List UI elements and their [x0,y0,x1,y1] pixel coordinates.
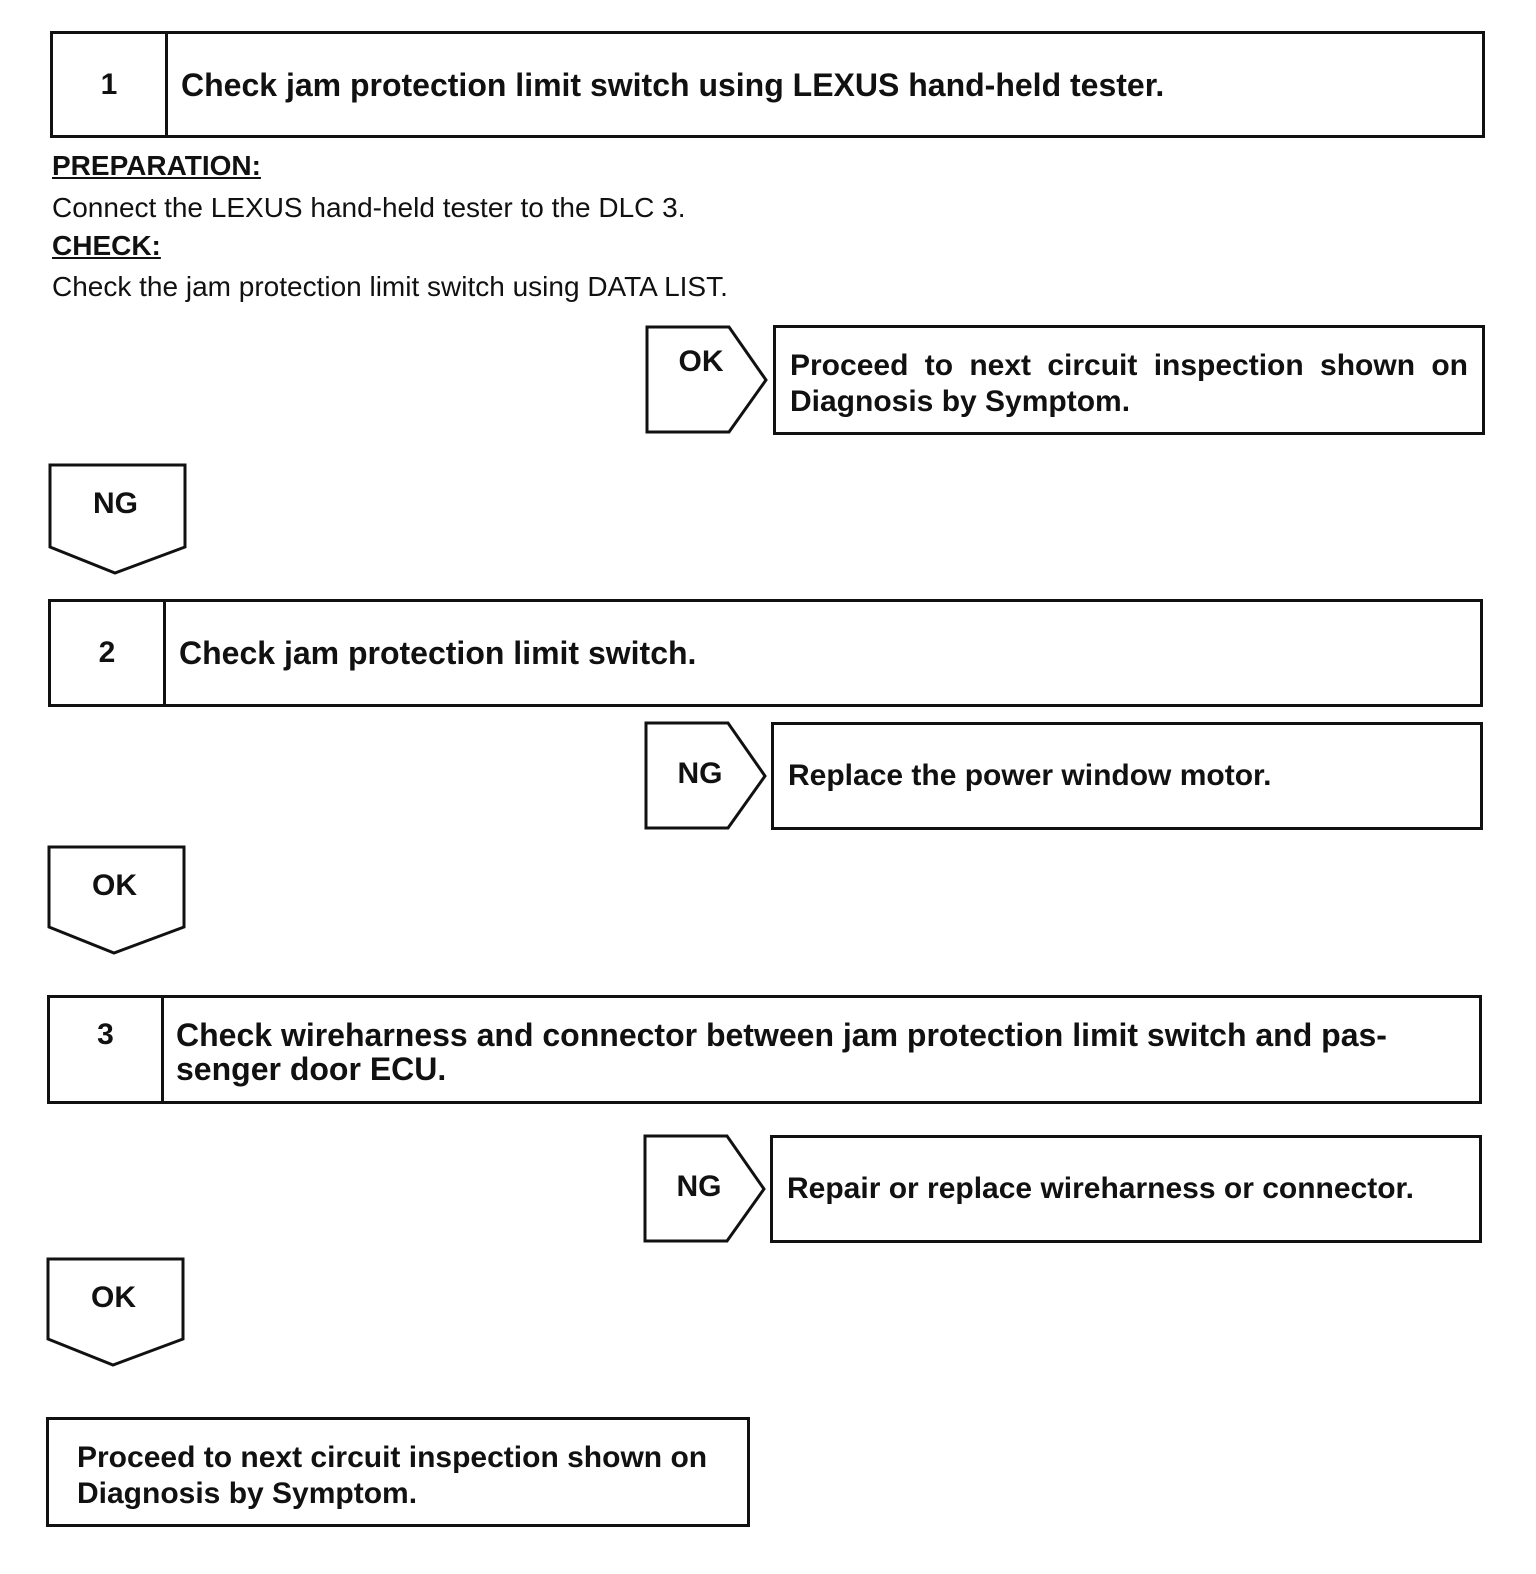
step-1-ok-label: OK [678,345,724,378]
right-arrow-shape [645,325,770,435]
final-result-line2: Diagnosis by Symptom. [77,1477,418,1510]
step-3-ng-arrow [643,1134,768,1244]
step-1-ok-arrow [645,325,770,435]
check-text: Check the jam protection limit switch using DATA LIST. [52,271,728,302]
step-1-ok-result-line2: Diagnosis by Symptom. [790,385,1131,418]
step-2-ng-label: NG [677,757,723,790]
preparation-text: Connect the LEXUS hand-held tester to the DLC 3. [52,192,686,223]
step-2-ok-label: OK [92,869,137,902]
step-3-title-line2: senger door ECU. [176,1051,447,1087]
check-label: CHECK: [52,230,161,261]
step-1-ng-label: NG [93,487,138,520]
step-1-title: Check jam protection limit switch using LEXUS hand-held tester. [181,66,1165,103]
step-1-number: 1 [53,34,168,135]
step-1-ok-result-line1 [790,348,1468,384]
step-1-ok-result-line1-text: Proceed to next circuit inspection shown on [790,349,1468,382]
step-2-ng-result-text: Replace the power window motor. [788,759,1272,792]
step-2-ng-arrow [644,721,769,831]
final-result-box [46,1417,750,1527]
step-2-title: Check jam protection limit switch. [179,635,697,671]
step-3-ok-down-arrow [46,1257,186,1369]
step-2-ok-down-arrow [47,845,187,957]
step-3-title-line1: Check wireharness and connector between jam protection limit switch and pas- [176,1017,1387,1053]
step-2-ng-result [771,722,1483,830]
step-3-ng-label: NG [676,1170,722,1203]
step-3-title [176,998,1469,1101]
step-3-number [50,998,164,1101]
step-3-ng-result [770,1135,1482,1243]
step-3-ng-result-text: Repair or replace wireharness or connector. [787,1172,1414,1205]
final-result-line1: Proceed to next circuit inspection shown on [77,1441,708,1474]
step-3-box [47,995,1482,1104]
preparation-label: PREPARATION: [52,150,261,181]
step-1-ok-result [773,325,1485,435]
step-1-box [50,31,1485,138]
step-3-ok-label: OK [91,1281,136,1314]
step-2-number: 2 [51,602,166,704]
step-2-box [48,599,1483,707]
step-1-ng-down-arrow [48,463,188,575]
step-3-number-text: 3 [97,1018,114,1051]
